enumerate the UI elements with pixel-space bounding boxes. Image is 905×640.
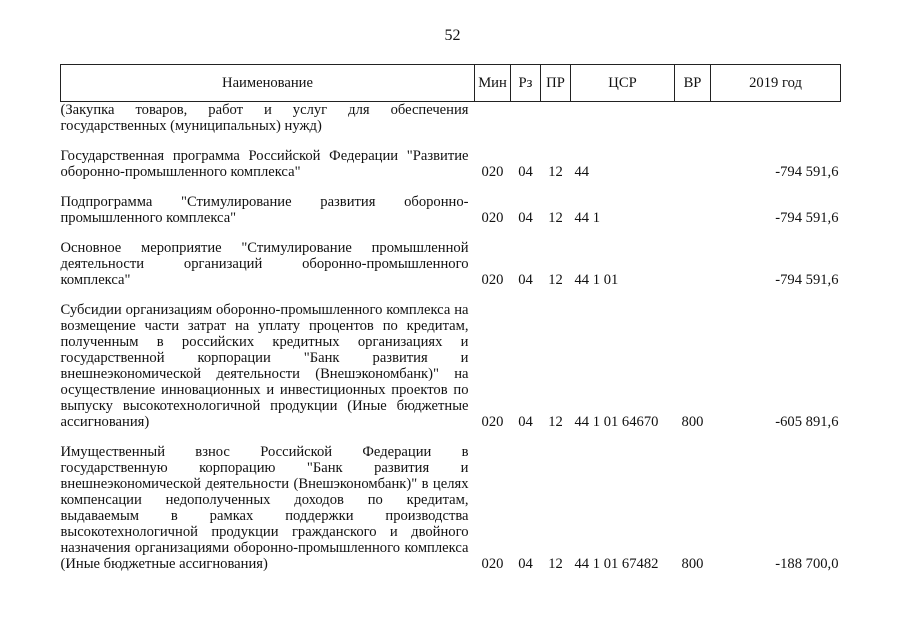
header-pr: ПР xyxy=(541,65,571,102)
header-rz: Рз xyxy=(511,65,541,102)
row-pr: 12 xyxy=(548,164,563,180)
row-csr: 44 xyxy=(574,164,590,180)
row-vr: 800 xyxy=(681,556,704,572)
row-csr: 44 1 01 xyxy=(574,272,619,288)
row-name: Субсидии организациям оборонно-промышленного комплекса на возмещение части затрат на уплату процентов по кредитам, полученным в российских кредитных организациях и государственной корпорации "Банк развития и внешнеэкономической деятельности (Внешэкономбанк)" на осуществление инновационных и инвестиционных проектов по выпуску высокотехнологичной продукции (Иные бюджетные ассигнования) xyxy=(60,302,469,430)
row-csr xyxy=(571,102,675,135)
row-vr xyxy=(675,194,711,226)
header-name: Наименование xyxy=(61,65,475,102)
row-vr xyxy=(675,240,711,288)
row-value: -188 700,0 xyxy=(775,556,839,572)
header-min: Мин xyxy=(475,65,511,102)
row-min: 020 xyxy=(481,556,504,572)
row-pr: 12 xyxy=(548,414,563,430)
table-row xyxy=(61,302,841,430)
page-number: 52 xyxy=(444,27,461,44)
row-vr xyxy=(675,148,711,180)
row-pr: 12 xyxy=(548,272,563,288)
budget-table xyxy=(60,64,841,572)
row-value: -794 591,6 xyxy=(775,272,839,288)
row-name: Имущественный взнос Российской Федерации в государственную корпорацию "Банк развития и внешнеэкономической деятельности (Внешэкономбанк)" в целях компенсации недополученных доходов по кредитам, выдаваемым в рамках поддержки производства высокотехнологичной продукции гражданского и двойного назначения организациями оборонно-промышленного комплекса (Иные бюджетные ассигнования) xyxy=(60,444,469,572)
row-rz xyxy=(511,102,541,135)
table-row xyxy=(61,148,841,180)
row-rz: 04 xyxy=(518,210,533,226)
row-min: 020 xyxy=(481,164,504,180)
table-row xyxy=(61,240,841,288)
header-vr: ВР xyxy=(675,65,711,102)
row-min: 020 xyxy=(481,414,504,430)
header-csr: ЦСР xyxy=(571,65,675,102)
header-year: 2019 год xyxy=(711,65,841,102)
row-rz: 04 xyxy=(518,164,533,180)
table-row xyxy=(61,444,841,572)
row-pr: 12 xyxy=(548,556,563,572)
table-row xyxy=(61,194,841,226)
row-csr: 44 1 01 64670 xyxy=(574,414,659,430)
row-name: Государственная программа Российской Федерации "Развитие оборонно-промышленного комплекса" xyxy=(60,148,469,180)
row-min: 020 xyxy=(481,210,504,226)
row-value: -605 891,6 xyxy=(775,414,839,430)
row-value xyxy=(711,102,841,135)
row-name: Основное мероприятие "Стимулирование промышленной деятельности организаций оборонно-промышленного комплекса" xyxy=(60,240,469,288)
row-vr: 800 xyxy=(681,414,704,430)
row-pr: 12 xyxy=(548,210,563,226)
row-csr: 44 1 xyxy=(574,210,601,226)
row-name: (Закупка товаров, работ и услуг для обеспечения государственных (муниципальных) нужд) xyxy=(60,102,469,134)
table-header-row xyxy=(61,65,841,102)
row-min: 020 xyxy=(481,272,504,288)
row-pr xyxy=(541,102,571,135)
row-name: Подпрограмма "Стимулирование развития оборонно-промышленного комплекса" xyxy=(60,194,469,226)
row-vr xyxy=(675,102,711,135)
row-min xyxy=(475,102,511,135)
row-rz: 04 xyxy=(518,556,533,572)
row-value: -794 591,6 xyxy=(775,210,839,226)
row-csr: 44 1 01 67482 xyxy=(574,556,659,572)
row-rz: 04 xyxy=(518,414,533,430)
table-row xyxy=(61,102,841,135)
row-value: -794 591,6 xyxy=(775,164,839,180)
row-rz: 04 xyxy=(518,272,533,288)
